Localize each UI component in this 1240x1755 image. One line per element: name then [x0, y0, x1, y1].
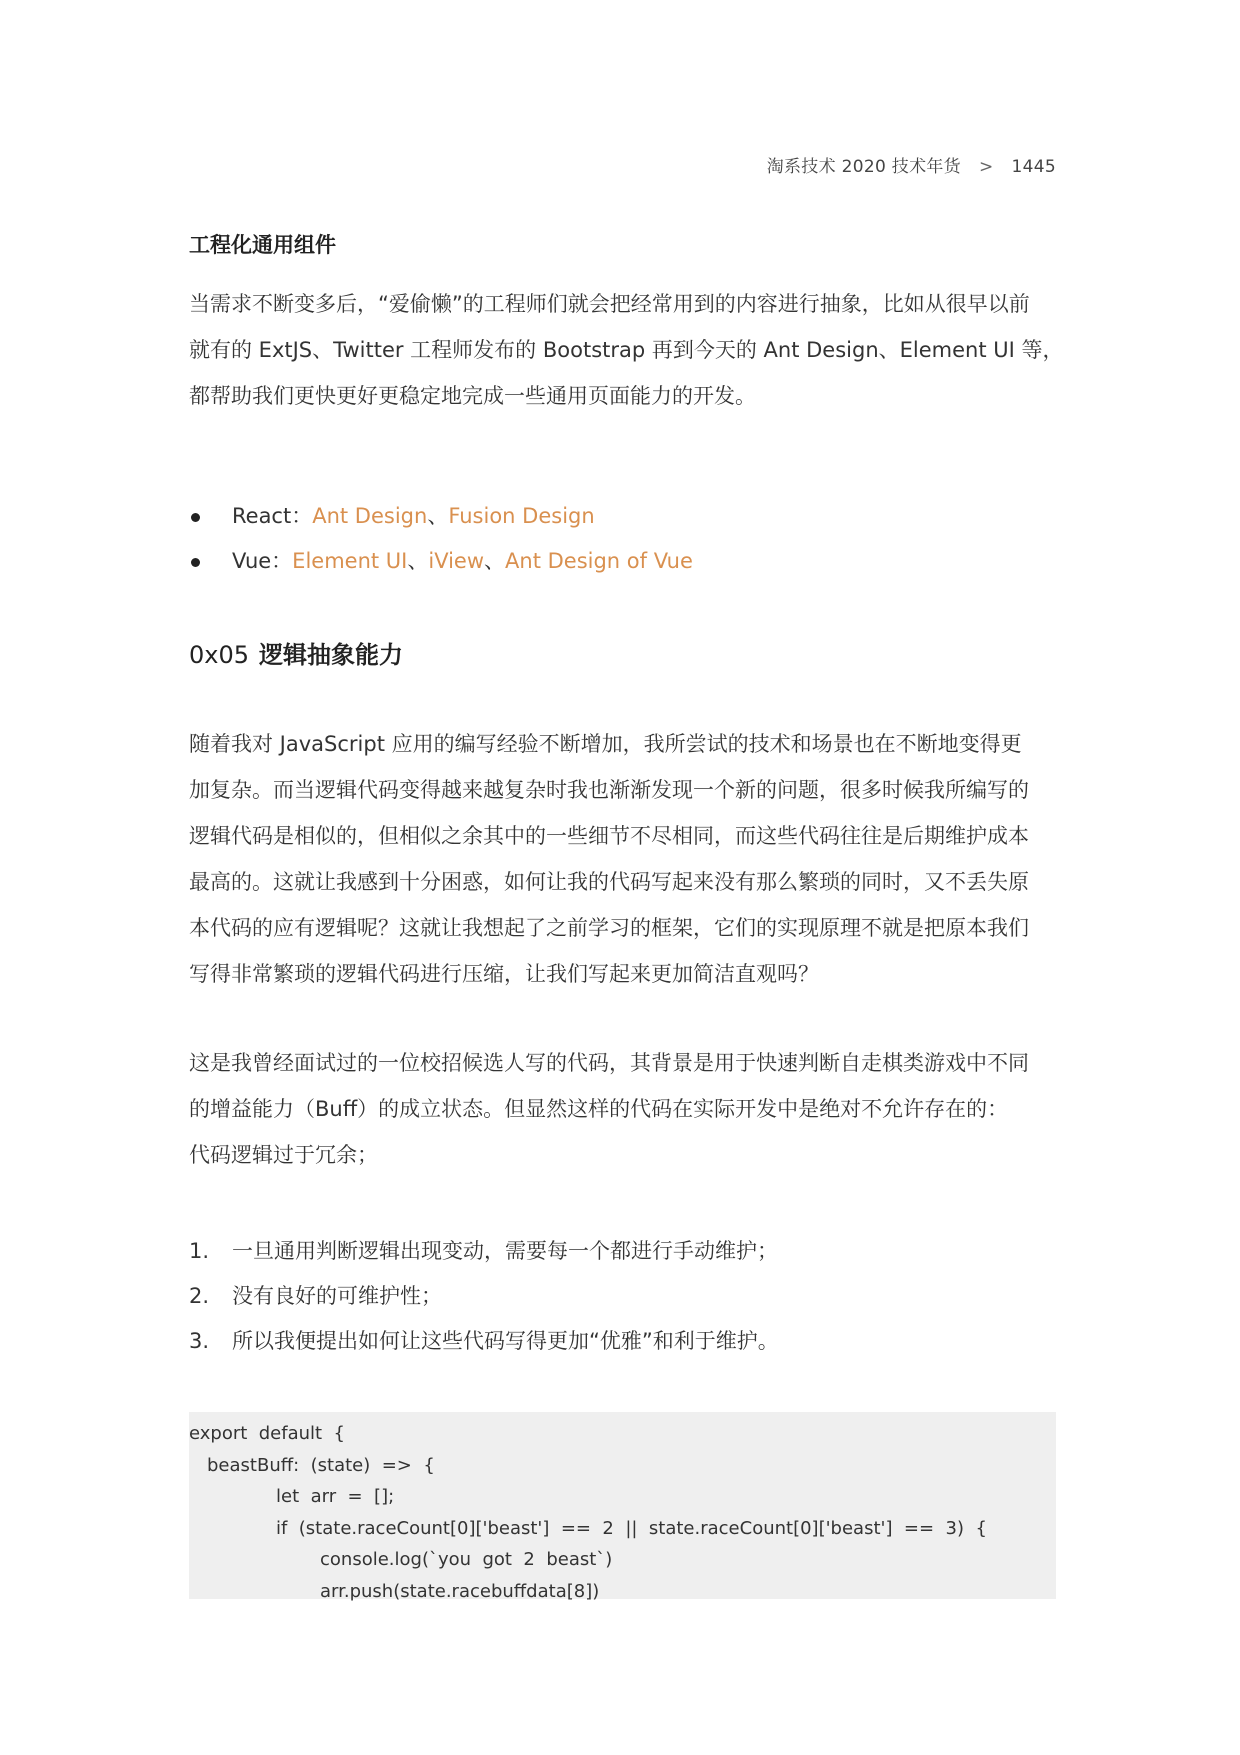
link-ant-design-vue[interactable]: Ant Design of Vue [505, 549, 693, 573]
paragraph-line: 代码逻辑过于冗余； [189, 1143, 378, 1167]
code-line: beastBuff: (state) => { [207, 1454, 435, 1476]
list-item-text: 所以我便提出如何让这些代码写得更加“优雅”和利于维护。 [232, 1329, 779, 1353]
list-item [189, 1229, 779, 1274]
bullet-icon [191, 558, 200, 567]
issue-list [189, 1229, 779, 1364]
link-element-ui[interactable]: Element UI [292, 549, 408, 573]
section-title [189, 635, 403, 670]
framework-label: React： [232, 504, 313, 528]
paragraph-line: 逻辑代码是相似的，但相似之余其中的一些细节不尽相同，而这些代码往往是后期维护成本 [189, 824, 1029, 848]
list-item-react [189, 494, 693, 539]
paragraph-interview [189, 1040, 1056, 1178]
section-number: 0x05 [189, 641, 250, 669]
paragraph-line: 的增益能力（Buff）的成立状态。但显然这样的代码在实际开发中是绝对不允许存在的： [189, 1097, 1009, 1121]
intro-line: 就有的 ExtJS、Twitter 工程师发布的 Bootstrap 再到今天的 Ant Design、Element UI 等， [189, 338, 1064, 362]
bullet-icon [191, 513, 200, 522]
link-fusion-design[interactable]: Fusion Design [448, 504, 595, 528]
code-line: let arr = []; [276, 1486, 395, 1507]
list-separator: 、 [427, 504, 449, 528]
list-item-vue [189, 539, 693, 584]
list-item-text: 一旦通用判断逻辑出现变动，需要每一个都进行手动维护； [232, 1239, 778, 1263]
document-page [189, 0, 1064, 1755]
page-number: 1445 [1011, 157, 1056, 177]
list-marker: 3. [189, 1329, 210, 1353]
intro-line: 当需求不断变多后，“爱偷懒”的工程师们就会把经常用到的内容进行抽象，比如从很早以前 [189, 292, 1030, 316]
running-header [767, 152, 1056, 177]
link-iview[interactable]: iView [428, 549, 485, 573]
link-ant-design[interactable]: Ant Design [312, 504, 428, 528]
intro-line: 都帮助我们更快更好更稳定地完成一些通用页面能力的开发。 [189, 384, 756, 408]
intro-paragraph [189, 281, 1064, 419]
code-line: arr.push(state.racebuffdata[8]) [320, 1580, 600, 1602]
code-block [189, 1412, 1056, 1602]
paragraph-line: 本代码的应有逻辑呢？这就让我想起了之前学习的框架，它们的实现原理不就是把原本我们 [189, 916, 1029, 940]
section-heading-text: 逻辑抽象能力 [259, 641, 404, 669]
list-item-text: 没有良好的可维护性； [232, 1284, 442, 1308]
subsection-title: 工程化通用组件 [189, 233, 336, 257]
code-line: if (state.raceCount[0]['beast'] == 2 || state.raceCount[0]['beast'] == 3) { [276, 1517, 987, 1539]
list-separator: 、 [407, 549, 429, 573]
paragraph-logic [189, 721, 1056, 997]
paragraph-line: 最高的。这就让我感到十分困惑，如何让我的代码写起来没有那么繁琐的同时，又不丢失原 [189, 870, 1029, 894]
framework-label: Vue： [232, 549, 293, 573]
code-line: export default { [189, 1423, 345, 1444]
header-title: 淘系技术 2020 技术年货 [766, 157, 961, 177]
list-separator: 、 [484, 549, 506, 573]
list-item [189, 1319, 779, 1364]
code-line: console.log(`you got 2 beast`) [320, 1549, 613, 1570]
header-separator: > [978, 157, 994, 177]
list-item [189, 1274, 779, 1319]
paragraph-line: 这是我曾经面试过的一位校招候选人写的代码，其背景是用于快速判断自走棋类游戏中不同 [189, 1051, 1029, 1075]
paragraph-line: 写得非常繁琐的逻辑代码进行压缩，让我们写起来更加简洁直观吗？ [189, 962, 819, 986]
list-marker: 1. [189, 1239, 210, 1263]
paragraph-line: 随着我对 JavaScript 应用的编写经验不断增加，我所尝试的技术和场景也在不断地变得更 [189, 732, 1022, 756]
framework-list [189, 494, 693, 584]
list-marker: 2. [189, 1284, 210, 1308]
paragraph-line: 加复杂。而当逻辑代码变得越来越复杂时我也渐渐发现一个新的问题，很多时候我所编写的 [189, 778, 1029, 802]
